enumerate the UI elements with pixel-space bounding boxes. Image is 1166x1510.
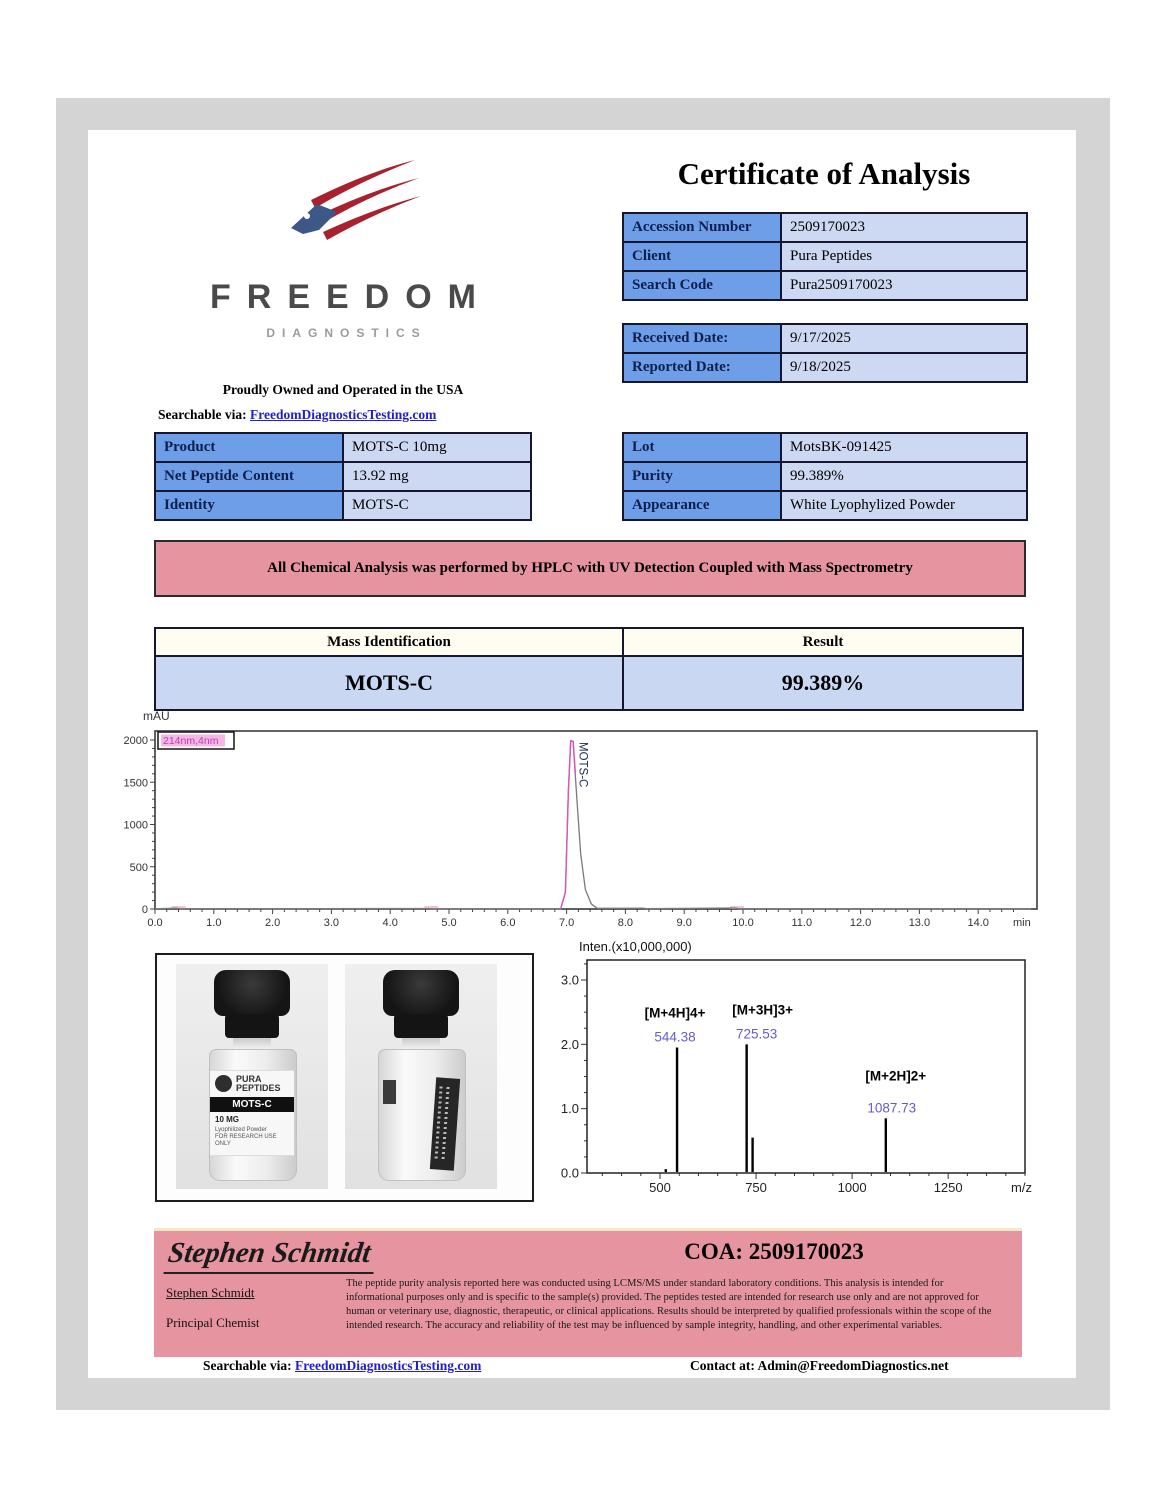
searchable-line-top [158,407,436,423]
vial-brand-logo-dot [215,1075,232,1092]
searchable-link-top[interactable]: FreedomDiagnosticsTesting.com [250,407,437,422]
accession-info-table [622,212,1028,301]
searchable-prefix: Searchable via: [158,407,250,422]
svg-text:11.0: 11.0 [791,917,813,929]
net-peptide-content-label: Net Peptide Content [155,462,343,491]
vial-fineprint [215,1127,291,1148]
reported-date-value: 9/18/2025 [781,353,1027,382]
hplc-chromatogram-chart [115,708,1045,943]
handwritten-signature: Stephen Schmidt [163,1237,378,1274]
svg-text:1.0: 1.0 [560,1101,579,1117]
vial-back-photo [345,964,497,1189]
lot-table [622,432,1028,521]
accession-number-label: Accession Number [623,213,781,242]
page-title: Certificate of Analysis [677,156,971,191]
mass-spectrum-chart [555,940,1050,1202]
certificate-page [88,130,1076,1378]
svg-text:725.53: 725.53 [736,1026,778,1042]
svg-text:0.0: 0.0 [560,1165,579,1181]
svg-text:[M+3H]3+: [M+3H]3+ [732,1002,794,1018]
table-row [623,491,1027,520]
svg-text:750: 750 [745,1180,767,1195]
received-date-label: Received Date: [623,324,781,353]
svg-text:13.0: 13.0 [908,917,931,929]
product-vials-photo [155,953,534,1202]
vial-label [210,1070,294,1156]
purity-label: Purity [623,462,781,491]
usa-tagline: Proudly Owned and Operated in the USA [222,382,464,397]
table-row [623,242,1027,271]
svg-text:1000: 1000 [123,819,148,832]
svg-text:12.0: 12.0 [849,917,872,929]
svg-text:2.0: 2.0 [560,1036,579,1052]
table-row [623,271,1027,300]
footer-searchable-link[interactable]: FreedomDiagnosticsTesting.com [295,1358,482,1373]
svg-text:3.0: 3.0 [560,972,579,988]
table-row [155,491,531,520]
appearance-value: White Lyophylized Powder [781,491,1027,520]
result-value: 99.389% [623,656,1023,710]
footer-contact: Contact at: Admin@FreedomDiagnostics.net [690,1358,949,1373]
product-table [154,432,532,521]
mass-identification-value: MOTS-C [155,656,623,710]
signer-title: Principal Chemist [166,1315,260,1330]
svg-text:2.0: 2.0 [264,917,281,929]
svg-text:8.0: 8.0 [617,917,634,929]
vial-neck [402,1038,440,1049]
result-header: Result [623,628,1023,656]
vial-back-label-lines [441,1084,449,1162]
svg-text:[M+4H]4+: [M+4H]4+ [644,1005,706,1021]
svg-text:Inten.(x10,000,000): Inten.(x10,000,000) [579,940,692,954]
vial-front-photo [176,964,328,1189]
table-row [155,656,1023,710]
appearance-label: Appearance [623,491,781,520]
received-date-value: 9/17/2025 [781,324,1027,353]
table-row [623,353,1027,382]
footer-searchable-prefix: Searchable via: [203,1358,295,1373]
svg-text:0: 0 [141,904,148,916]
svg-text:1250: 1250 [933,1180,963,1195]
signature-block [154,1228,1022,1357]
logo-subbrand-text: DIAGNOSTICS [266,326,427,340]
table-row [623,213,1027,242]
svg-text:1000: 1000 [837,1180,867,1195]
svg-text:1087.73: 1087.73 [867,1100,917,1116]
svg-text:14.0: 14.0 [967,917,989,929]
search-code-label: Search Code [623,271,781,300]
svg-text:10.0: 10.0 [732,917,754,929]
svg-text:6.0: 6.0 [500,917,516,929]
svg-text:5.0: 5.0 [441,917,457,929]
footer-searchable-line [203,1358,481,1374]
svg-text:7.0: 7.0 [558,917,575,929]
vial-strength-text: 10 MG [215,1115,240,1124]
purity-value: 99.389% [781,462,1027,491]
vial-cap-lower [394,1014,448,1038]
method-banner: All Chemical Analysis was performed by HPLC with UV Detection Coupled with Mass Spectrometry [154,540,1026,597]
reported-date-label: Reported Date: [623,353,781,382]
product-label: Product [155,433,343,462]
vial-body [378,1049,466,1181]
vial-back-label-mark [383,1080,396,1104]
vial-cap [214,970,290,1016]
table-row [155,462,531,491]
client-value: Pura Peptides [781,242,1027,271]
identity-value: MOTS-C [343,491,531,520]
vial-fineprint-line1: Lyophilized Powder [215,1127,267,1133]
svg-text:4.0: 4.0 [382,917,398,929]
svg-text:m/z: m/z [1011,1180,1032,1195]
product-value: MOTS-C 10mg [343,433,531,462]
date-table [622,323,1028,383]
svg-text:mAU: mAU [143,709,170,723]
signer-name: Stephen Schmidt [166,1285,255,1300]
table-row [155,433,531,462]
freedom-diagnostics-logo [133,156,553,340]
svg-text:500: 500 [129,861,148,874]
mass-identification-table [154,627,1024,711]
svg-text:2000: 2000 [123,735,148,747]
net-peptide-content-value: 13.92 mg [343,462,531,491]
table-header-row [155,628,1023,656]
svg-text:9.0: 9.0 [676,917,692,929]
vial-body [209,1049,297,1181]
svg-text:3.0: 3.0 [323,917,340,929]
svg-text:500: 500 [649,1180,671,1195]
svg-text:544.38: 544.38 [654,1029,696,1045]
logo-brand-text: FREEDOM [210,278,492,316]
vial-cap [383,970,459,1016]
coa-number: COA: 2509170023 [684,1239,864,1264]
vial-cap-lower [225,1014,279,1038]
lot-value: MotsBK-091425 [781,433,1027,462]
svg-text:min: min [1013,917,1031,929]
accession-number-value: 2509170023 [781,213,1027,242]
svg-text:1500: 1500 [123,777,148,790]
table-row [623,462,1027,491]
table-row [623,433,1027,462]
lot-label: Lot [623,433,781,462]
svg-text:214nm,4nm: 214nm,4nm [163,735,219,747]
vial-fineprint-line2: FOR RESEARCH USE ONLY [215,1134,277,1147]
vial-back-label-strip [430,1077,460,1170]
identity-label: Identity [155,491,343,520]
client-label: Client [623,242,781,271]
svg-text:0.0: 0.0 [147,917,163,929]
search-code-value: Pura2509170023 [781,271,1027,300]
table-row [623,324,1027,353]
vial-brand-text: PURA PEPTIDES [236,1074,281,1093]
svg-text:MOTS-C: MOTS-C [576,742,589,788]
disclaimer-text: The peptide purity analysis reported here was conducted using LCMS/MS under standard laboratory conditions. This analysis is intended for informational purposes only and is specific to the sample(s) provided. The peptides tested are intended for research use only and are not approved for human or veterinary use, diagnostic, therapeutic, or clinical applications. Results should be interpreted by qualified professionals within the scope of the intended research. The accuracy and reliability of the test may be influenced by sample integrity, handling, and other experimental variables. [346,1278,992,1332]
mass-identification-header: Mass Identification [155,628,623,656]
svg-text:1.0: 1.0 [206,917,222,929]
eagle-flag-icon [263,156,423,278]
svg-text:[M+2H]2+: [M+2H]2+ [865,1068,927,1084]
vial-product-band: MOTS-C [210,1097,294,1112]
vial-neck [233,1038,271,1049]
